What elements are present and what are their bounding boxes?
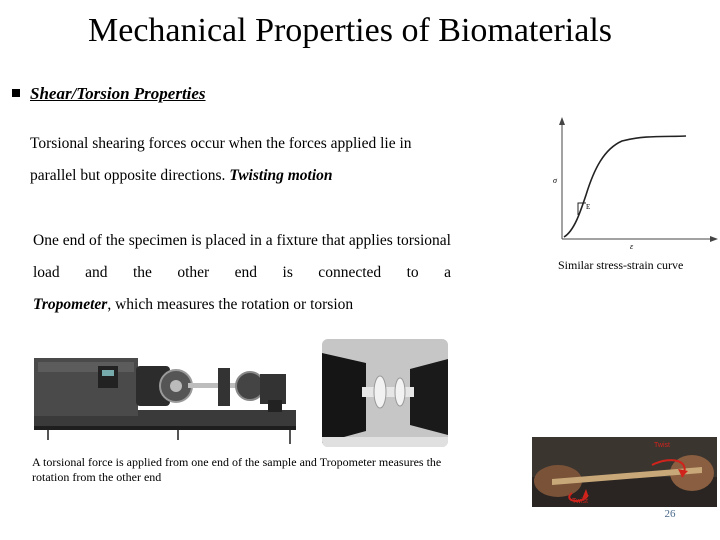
graph-caption: Similar stress-strain curve	[558, 258, 684, 272]
page-number: 26	[664, 508, 676, 520]
slide-title: Mechanical Properties of Biomaterials	[88, 12, 612, 49]
bullet-heading: Shear/Torsion Properties	[30, 84, 206, 103]
torsion-machine-photo	[28, 340, 300, 448]
emphasis-tropometer: Tropometer	[33, 296, 108, 313]
paragraph-tropometer	[33, 289, 473, 321]
paragraph-fixture: One end of the specimen is placed in a fixture that applies torsional load and the other end is connected to a	[33, 232, 451, 281]
y-axis-arrow-icon	[559, 117, 565, 125]
twisting-specimen-photo	[532, 437, 717, 507]
fixture-closeup-photo	[322, 339, 448, 447]
stress-strain-curve	[564, 136, 686, 237]
stress-strain-graph	[548, 113, 720, 253]
paragraph-text: Torsional shearing forces occur when the forces applied lie in parallel but opposite directions.	[30, 135, 412, 184]
x-axis-arrow-icon	[710, 236, 718, 242]
x-axis-label: ε	[630, 242, 634, 251]
y-axis-label: σ	[553, 176, 557, 185]
paragraph-torsional-forces	[30, 128, 460, 192]
square-bullet-icon	[12, 89, 20, 97]
slope-label: E	[586, 203, 591, 211]
bullet-heading-row	[12, 84, 206, 104]
emphasis-twisting-motion: Twisting motion	[229, 167, 333, 184]
paragraph-text: , which measures the rotation or torsion	[107, 296, 354, 313]
photo-caption: A torsional force is applied from one end of the sample and Tropometer measures the rotation from the other end	[32, 455, 442, 484]
twist-label-bottom: Twist	[572, 498, 588, 505]
twist-label-top: Twist	[654, 442, 670, 449]
